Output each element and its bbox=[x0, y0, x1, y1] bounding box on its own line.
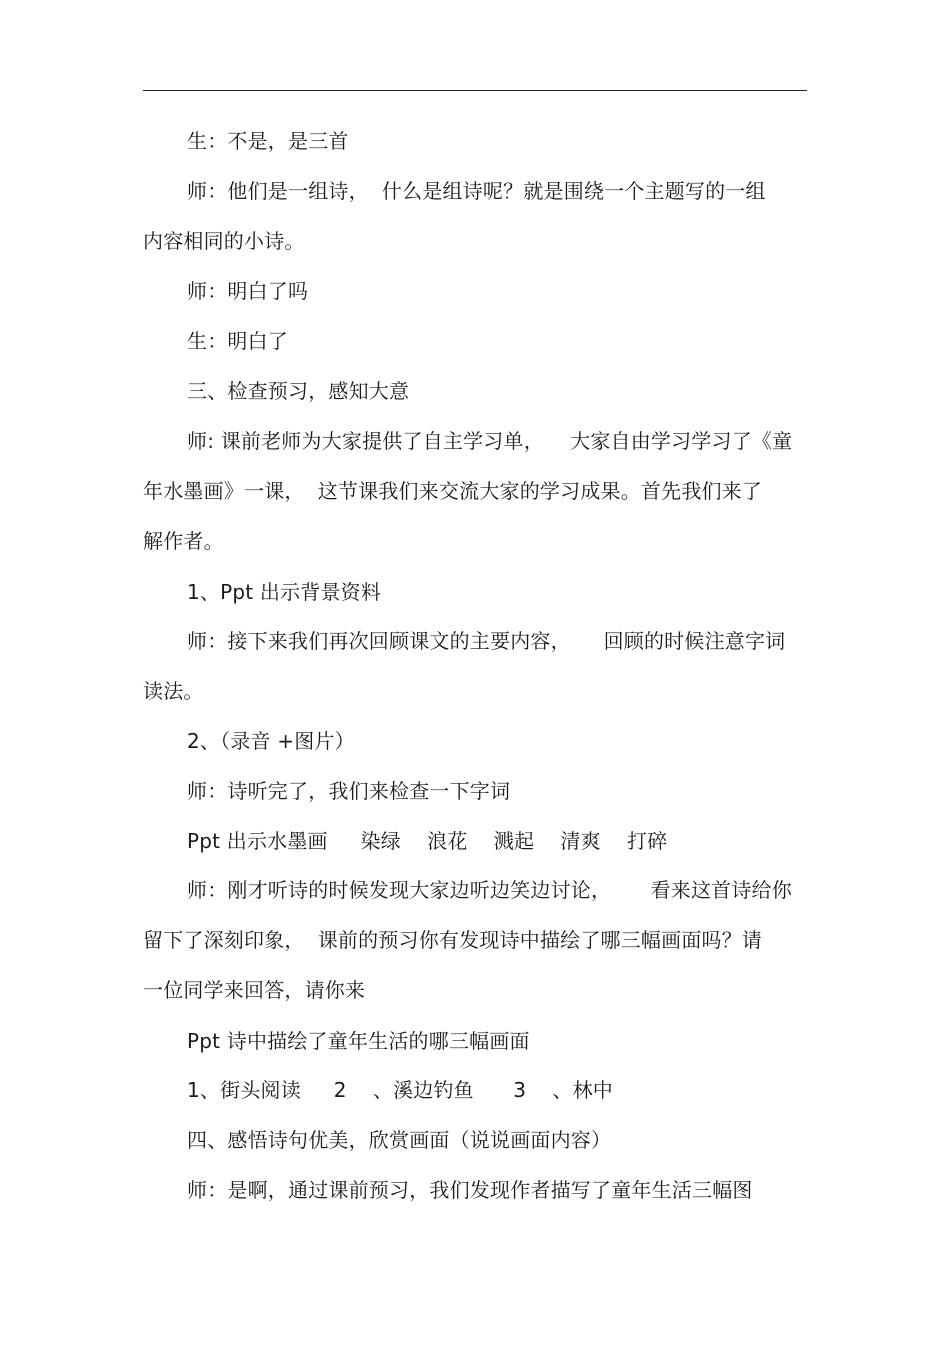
paragraph-line: 内容相同的小诗。 bbox=[143, 229, 305, 253]
paragraph-line: 师: 课前老师为大家提供了自主学习单， 大家自由学习学习了《童 bbox=[187, 429, 793, 453]
header-rule bbox=[143, 90, 807, 91]
paragraph-line: Ppt 诗中描绘了童年生活的哪三幅画面 bbox=[187, 1029, 530, 1053]
paragraph-line: 师：他们是一组诗， 什么是组诗呢？就是围绕一个主题写的一组 bbox=[187, 179, 766, 203]
paragraph-line: 生：明白了 bbox=[187, 329, 288, 353]
paragraph-line: 年水墨画》一课， 这节课我们来交流大家的学习成果。首先我们来了 bbox=[143, 479, 763, 503]
paragraph-line: 生：不是，是三首 bbox=[187, 129, 349, 153]
paragraph-line: 2、（录音 +图片） bbox=[187, 729, 355, 753]
paragraph-line: 师：接下来我们再次回顾课文的主要内容， 回顾的时候注意字词 bbox=[187, 629, 786, 653]
section-heading: 三、检查预习，感知大意 bbox=[187, 379, 410, 403]
paragraph-line: 留下了深刻印象， 课前的预习你有发现诗中描绘了哪三幅画面吗？请 bbox=[143, 928, 763, 952]
paragraph-line: 师：刚才听诗的时候发现大家边听边笑边讨论， 看来这首诗给你 bbox=[187, 878, 792, 902]
paragraph-line: 师：是啊，通过课前预习，我们发现作者描写了童年生活三幅图 bbox=[187, 1178, 753, 1202]
paragraph-line: Ppt 出示水墨画 染绿 浪花 溅起 清爽 打碎 bbox=[187, 829, 668, 853]
paragraph-line: 读法。 bbox=[143, 679, 204, 703]
section-heading: 四、感悟诗句优美，欣赏画面（说说画面内容） bbox=[187, 1128, 612, 1152]
paragraph-line: 1、街头阅读 2 、溪边钓鱼 3 、林中 bbox=[187, 1078, 613, 1102]
paragraph-line: 一位同学来回答，请你来 bbox=[143, 978, 366, 1002]
paragraph-line: 师：诗听完了，我们来检查一下字词 bbox=[187, 779, 511, 803]
paragraph-line: 1、Ppt 出示背景资料 bbox=[187, 580, 382, 604]
paragraph-line: 解作者。 bbox=[143, 529, 224, 553]
paragraph-line: 师：明白了吗 bbox=[187, 279, 309, 303]
